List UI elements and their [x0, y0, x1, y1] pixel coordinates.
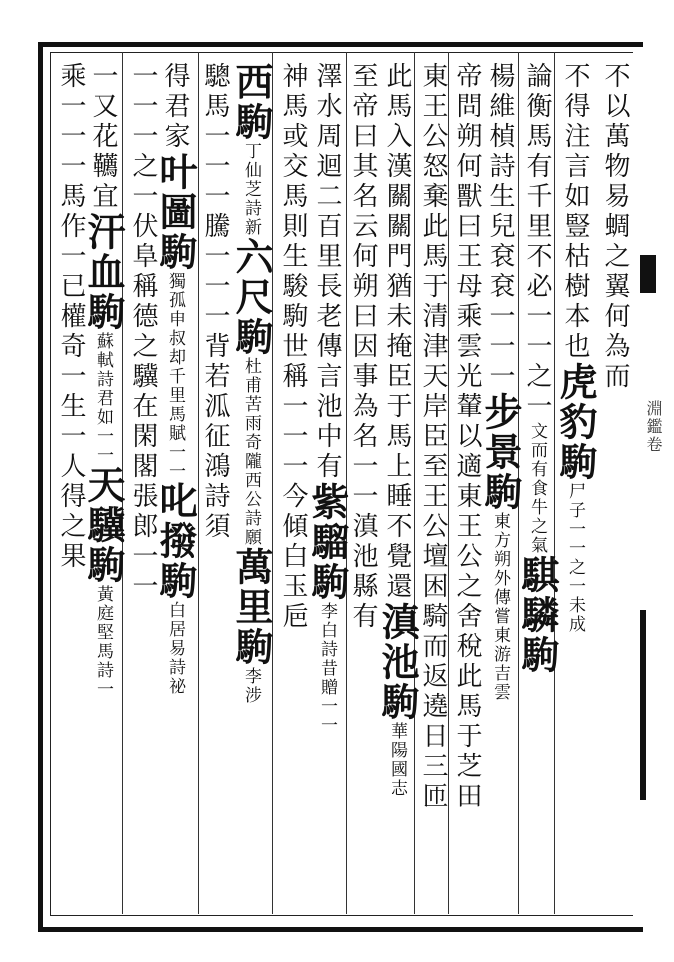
margin-tab-marker: [640, 255, 656, 293]
text-column-10: 神馬或交馬則生駿駒世稱一一一今傾白玉巵: [278, 62, 308, 632]
text-column-13: 得君家叶圖駒獨孤申叔却千里馬賦一一叱撥駒白居易詩祕: [153, 62, 198, 696]
column-rule: [448, 52, 449, 914]
column-rule: [272, 52, 273, 914]
column-rule: [414, 52, 415, 914]
text-column-12: 驄馬一一一騰一一一背若泒征鴻詩須: [200, 62, 230, 542]
margin-bar: [640, 610, 646, 800]
text-column-2: 不得注言如豎枯樹本也虎豹駒尸子一一之一未成: [553, 62, 598, 634]
text-column-3: 論衡馬有千里不必一一之一文而有食牛之氣騏驎駒: [515, 62, 560, 675]
text-column-1: 不以萬物易蜩之翼何為而: [600, 62, 630, 392]
text-column-7: 此馬入漢關關門猶未掩臣于馬上睡不覺還滇池駒華陽國志: [375, 62, 420, 798]
text-column-4: 楊維楨詩生兒袞袞一一一步景駒東方朔外傳嘗東游吉雲: [478, 62, 523, 702]
margin-section-label: 淵鑑卷: [644, 400, 663, 454]
text-column-15: 一又花韉宜汗血駒蘇軾詩君如一一天驥駒黃庭堅馬詩一: [81, 62, 126, 699]
text-column-5: 帝問朔何獸曰王母乘雲光輦以適東王公之舍稅此馬于芝田: [452, 62, 482, 812]
column-rule: [198, 52, 199, 914]
text-column-6: 東王公怒棄此馬于清津天岸臣至王公壇困騎而返遶日三匝: [418, 62, 448, 812]
text-column-11: 西駒丁仙芝詩新六尺駒杜甫苦雨奇隴西公詩願萬里駒李涉: [229, 62, 274, 705]
text-column-14: 一一一之一伏阜稱德之驥在閑閣張郎一一: [128, 62, 158, 602]
column-rule: [554, 52, 555, 914]
text-column-16: 乘一一一馬作一已權奇一生一人得之果: [56, 62, 86, 572]
text-column-8: 至帝曰其名云何朔曰因事為名一一滇池縣有: [348, 62, 378, 632]
text-column-9: 澤水周迴二百里長老傳言池中有紫騮駒李白詩昔贈一一: [305, 62, 350, 735]
